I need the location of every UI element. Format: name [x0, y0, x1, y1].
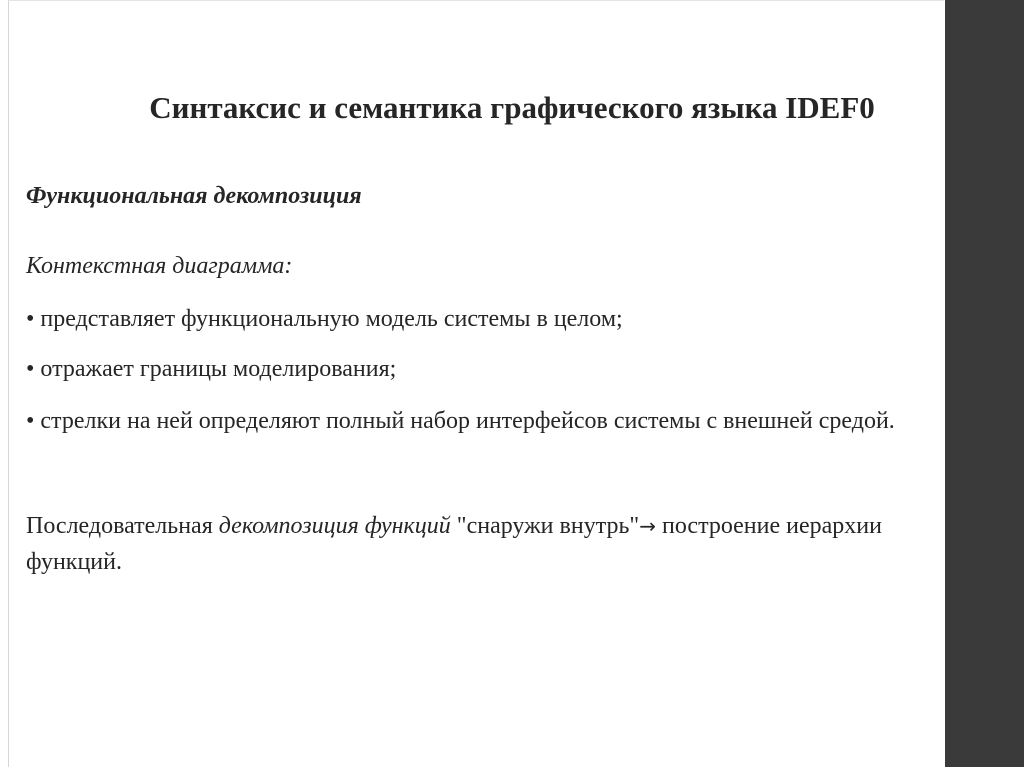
context-diagram-label: Контекстная диаграмма: — [26, 253, 293, 279]
slide-title: Синтаксис и семантика графического языка IDEF0 — [149, 90, 875, 125]
decomposition-paragraph — [26, 508, 941, 580]
paragraph-end-text: построение иерархии функций. — [26, 513, 882, 575]
arrow-icon: → — [639, 514, 656, 538]
bullet-item: • отражает границы моделирования; — [26, 356, 397, 382]
paragraph-italic-text: декомпозиция функций — [218, 513, 451, 539]
slide-subtitle: Функциональная декомпозиция — [26, 183, 362, 209]
bullet-item: • стрелки на ней определяют полный набор интерфейсов системы с внешней средой. — [26, 408, 895, 434]
paragraph-text: Последовательная — [26, 513, 219, 539]
bullet-item: • представляет функциональную модель системы в целом; — [26, 306, 623, 332]
paragraph-quote-text: "снаружи внутрь" — [450, 513, 640, 539]
